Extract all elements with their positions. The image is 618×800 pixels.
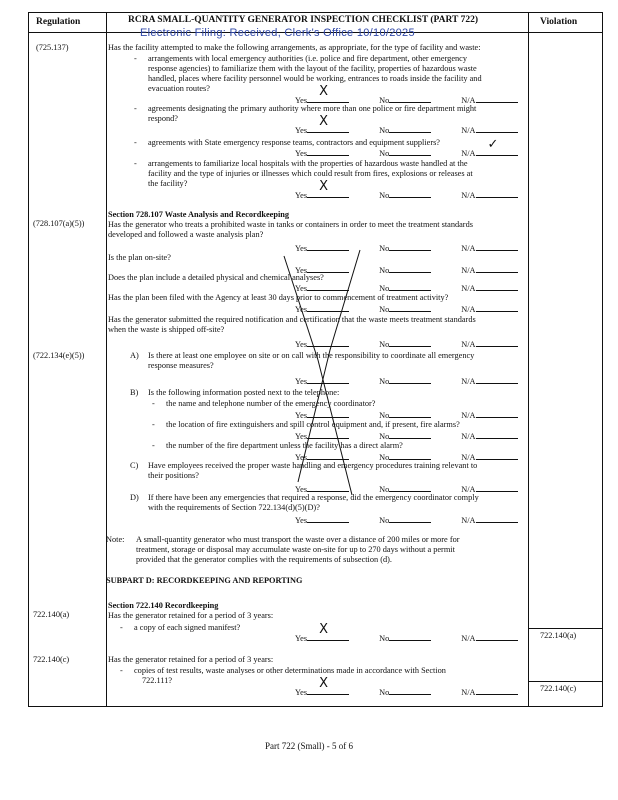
question-text: response measures? [148, 361, 214, 370]
question-text: a copy of each signed manifest? [134, 623, 241, 632]
check-mark: ✓ [487, 137, 499, 152]
yes-label: Yes [295, 432, 308, 441]
na-label: N/A [461, 688, 476, 697]
answer-row [295, 451, 518, 463]
violation-header: Violation [540, 17, 578, 27]
na-field[interactable] [476, 189, 518, 198]
yes-label: Yes [295, 284, 308, 293]
yes-label: Yes [295, 485, 308, 494]
na-label: N/A [461, 96, 476, 105]
no-field[interactable] [389, 303, 431, 312]
na-field[interactable] [476, 338, 518, 347]
yes-label: Yes [295, 377, 308, 386]
question-text: A small-quantity generator who must transport the waste over a distance of 200 miles or more for [136, 535, 460, 544]
question-text: B) [130, 388, 139, 397]
na-label: N/A [461, 284, 476, 293]
check-mark: X [319, 114, 328, 129]
yes-field[interactable] [307, 84, 349, 103]
na-label: N/A [461, 340, 476, 349]
na-label: N/A [461, 453, 476, 462]
yes-label: Yes [295, 244, 308, 253]
question-text: agreements designating the primary authority where more than one police or fire department might [148, 104, 477, 113]
answer-row [295, 622, 518, 644]
na-label: N/A [461, 244, 476, 253]
yes-field[interactable] [307, 303, 349, 312]
yes-field[interactable] [307, 375, 349, 384]
na-label: N/A [461, 377, 476, 386]
yes-field[interactable] [307, 242, 349, 251]
no-label: No [379, 377, 390, 386]
answer-row [295, 338, 518, 350]
na-field[interactable] [476, 451, 518, 460]
yes-field[interactable] [307, 483, 349, 492]
na-field[interactable] [476, 483, 518, 492]
question-text: C) [130, 461, 139, 470]
no-field[interactable] [389, 409, 431, 418]
no-label: No [379, 305, 390, 314]
yes-field[interactable] [307, 451, 349, 460]
question-text: provided that the generator complies with the requirements of subsection (d). [136, 555, 392, 564]
no-label: No [379, 485, 390, 494]
question-text: arrangements with local emergency authorities (i.e. police and fire department, other emergency [148, 54, 467, 63]
question-text: Has the generator retained for a period of 3 years: [108, 611, 274, 620]
answer-row [295, 375, 518, 387]
yes-field[interactable] [307, 622, 349, 641]
yes-field[interactable] [307, 179, 349, 198]
question-text: the name and telephone number of the emergency coordinator? [166, 399, 376, 408]
yes-label: Yes [295, 453, 308, 462]
na-label: N/A [461, 516, 476, 525]
yes-label: Yes [295, 516, 308, 525]
violation-citation: 722.140(a) [540, 631, 577, 640]
no-label: No [379, 266, 390, 275]
answer-row [295, 264, 518, 276]
question-text: developed and followed a waste analysis plan? [108, 230, 264, 239]
na-label: N/A [461, 634, 476, 643]
no-field[interactable] [389, 375, 431, 384]
no-label: No [379, 96, 390, 105]
no-field[interactable] [389, 451, 431, 460]
question-text: Is the following information posted next to the telephone: [148, 388, 340, 397]
no-field[interactable] [389, 282, 431, 291]
question-text: the number of the fire department unless the facility has a direct alarm? [166, 441, 403, 450]
question-text: Is the plan on-site? [108, 253, 171, 262]
answer-row [295, 114, 518, 136]
yes-field[interactable] [307, 409, 349, 418]
yes-label: Yes [295, 126, 308, 135]
yes-label: Yes [295, 191, 308, 200]
answer-row [295, 676, 518, 698]
na-label: N/A [461, 126, 476, 135]
no-field[interactable] [389, 94, 431, 103]
violation-citation: 722.140(c) [540, 684, 577, 693]
question-text: facility and the type of injuries or illnesses which could result from fires, explosions or releases at [148, 169, 473, 178]
na-field[interactable] [476, 242, 518, 251]
no-label: No [379, 516, 390, 525]
no-field[interactable] [389, 514, 431, 523]
section-heading: Section 722.140 Recordkeeping [108, 601, 219, 610]
bullet: - [152, 399, 155, 408]
na-field[interactable] [476, 124, 518, 133]
no-label: No [379, 634, 390, 643]
page-footer: Part 722 (Small) - 5 of 6 [265, 741, 353, 751]
check-mark: X [319, 179, 328, 194]
question-text: copies of test results, waste analyses or other determinations made in accordance with Section [134, 666, 446, 675]
yes-label: Yes [295, 411, 308, 420]
bullet: - [134, 54, 137, 63]
yes-label: Yes [295, 305, 308, 314]
na-field[interactable] [476, 686, 518, 695]
na-field[interactable] [476, 632, 518, 641]
bullet: - [134, 138, 137, 147]
yes-label: Yes [295, 688, 308, 697]
no-label: No [379, 340, 390, 349]
yes-field[interactable] [307, 282, 349, 291]
section-heading: SUBPART D: RECORDKEEPING AND REPORTING [106, 576, 303, 585]
regulation-header: Regulation [36, 17, 81, 27]
question-text: If there have been any emergencies that required a response, did the emergency coordinator comply [148, 493, 479, 502]
no-label: No [379, 126, 390, 135]
yes-field[interactable] [307, 114, 349, 133]
question-text: respond? [148, 114, 178, 123]
regulation-citation: (722.134(e)(5)) [33, 351, 85, 360]
no-field[interactable] [389, 264, 431, 273]
na-field[interactable] [476, 303, 518, 312]
no-field[interactable] [389, 124, 431, 133]
no-label: No [379, 284, 390, 293]
bullet: - [120, 623, 123, 632]
question-text: the facility? [148, 179, 188, 188]
no-label: No [379, 149, 390, 158]
filing-stamp: Electronic Filing: Received, Clerk's Office 10/10/2025 [140, 27, 415, 39]
question-text: agreements with State emergency response teams, contractors and equipment suppliers? [148, 138, 440, 147]
bullet: - [134, 159, 137, 168]
yes-label: Yes [295, 266, 308, 275]
question-text: Does the plan include a detailed physical and chemical analyses? [108, 273, 324, 282]
answer-row [295, 84, 518, 106]
question-text: arrangements to familiarize local hospitals with the properties of hazardous waste handled at the [148, 159, 468, 168]
na-label: N/A [461, 305, 476, 314]
no-field[interactable] [389, 338, 431, 347]
yes-field[interactable] [307, 147, 349, 156]
question-text: when the waste is shipped off-site? [108, 325, 225, 334]
question-text: Has the generator submitted the required notification and certification that the waste meets treatment standards [108, 315, 476, 324]
answer-row [295, 430, 518, 442]
no-field[interactable] [389, 189, 431, 198]
check-mark: X [319, 622, 328, 637]
question-text: their positions? [148, 471, 199, 480]
section-heading: Section 728.107 Waste Analysis and Recordkeeping [108, 210, 290, 219]
question-text: evacuation routes? [148, 84, 210, 93]
bullet: - [134, 104, 137, 113]
yes-field[interactable] [307, 264, 349, 273]
yes-field[interactable] [307, 430, 349, 439]
question-text: response agencies) to familiarize them with the layout of the facility, properties of hazardous waste [148, 64, 477, 73]
no-label: No [379, 191, 390, 200]
na-label: N/A [461, 191, 476, 200]
check-mark: X [319, 84, 328, 99]
answer-row [295, 409, 518, 421]
na-field[interactable] [476, 375, 518, 384]
question-text: Note: [106, 535, 125, 544]
question-text: with the requirements of Section 722.134(d)(5)(D)? [148, 503, 320, 512]
no-label: No [379, 432, 390, 441]
yes-label: Yes [295, 634, 308, 643]
question-text: 722.111? [142, 676, 173, 685]
answer-row [295, 514, 518, 526]
answer-row [295, 242, 518, 254]
bullet: - [152, 441, 155, 450]
no-field[interactable] [389, 483, 431, 492]
no-label: No [379, 244, 390, 253]
question-text: Is there at least one employee on site or on call with the responsibility to coordinate all emergency [148, 351, 475, 360]
na-field[interactable] [476, 409, 518, 418]
question-text: D) [130, 493, 139, 502]
yes-label: Yes [295, 96, 308, 105]
na-field[interactable] [476, 430, 518, 439]
yes-label: Yes [295, 340, 308, 349]
regulation-citation: (725.137) [36, 43, 69, 52]
regulation-citation: (728.107(a)(5)) [33, 219, 85, 228]
bullet: - [152, 420, 155, 429]
bullet: - [120, 666, 123, 675]
regulation-citation: 722.140(a) [33, 610, 70, 619]
question-text: Has the facility attempted to make the following arrangements, as appropriate, for the type of facility and waste: [108, 43, 481, 52]
answer-row [295, 303, 518, 315]
na-field[interactable] [476, 94, 518, 103]
no-field[interactable] [389, 430, 431, 439]
check-mark: X [319, 676, 328, 691]
na-label: N/A [461, 485, 476, 494]
no-label: No [379, 411, 390, 420]
regulation-citation: 722.140(c) [33, 655, 70, 664]
na-field[interactable] [476, 264, 518, 273]
answer-row [295, 282, 518, 294]
answer-row [295, 137, 518, 159]
question-text: Has the plan been filed with the Agency at least 30 days prior to commencement of treatment activity? [108, 293, 449, 302]
question-text: Has the generator retained for a period of 3 years: [108, 655, 274, 664]
yes-label: Yes [295, 149, 308, 158]
no-field[interactable] [389, 632, 431, 641]
na-label: N/A [461, 432, 476, 441]
question-text: the location of fire extinguishers and spill control equipment and, if present, fire alarms? [166, 420, 460, 429]
question-text: Have employees received the proper waste handling and emergency procedures training relevant to [148, 461, 478, 470]
question-text: handled, places where facility personnel would be working, entrances to roads inside the facility and [148, 74, 482, 83]
yes-field[interactable] [307, 676, 349, 695]
question-text: A) [130, 351, 139, 360]
yes-field[interactable] [307, 338, 349, 347]
no-field[interactable] [389, 686, 431, 695]
yes-field[interactable] [307, 514, 349, 523]
checklist-title: RCRA SMALL-QUANTITY GENERATOR INSPECTION CHECKLIST (PART 722) [128, 15, 478, 25]
no-label: No [379, 688, 390, 697]
answer-row [295, 179, 518, 201]
question-text: Has the generator who treats a prohibited waste in tanks or containers in order to meet the treatment standards [108, 220, 473, 229]
na-label: N/A [461, 266, 476, 275]
answer-row [295, 483, 518, 495]
na-label: N/A [461, 149, 476, 158]
na-field[interactable] [476, 514, 518, 523]
no-label: No [379, 453, 390, 462]
no-field[interactable] [389, 147, 431, 156]
na-field[interactable] [476, 137, 518, 156]
question-text: treatment, storage or disposal may accumulate waste on-site for up to 270 days without a permit [136, 545, 455, 554]
no-field[interactable] [389, 242, 431, 251]
na-field[interactable] [476, 282, 518, 291]
na-label: N/A [461, 411, 476, 420]
